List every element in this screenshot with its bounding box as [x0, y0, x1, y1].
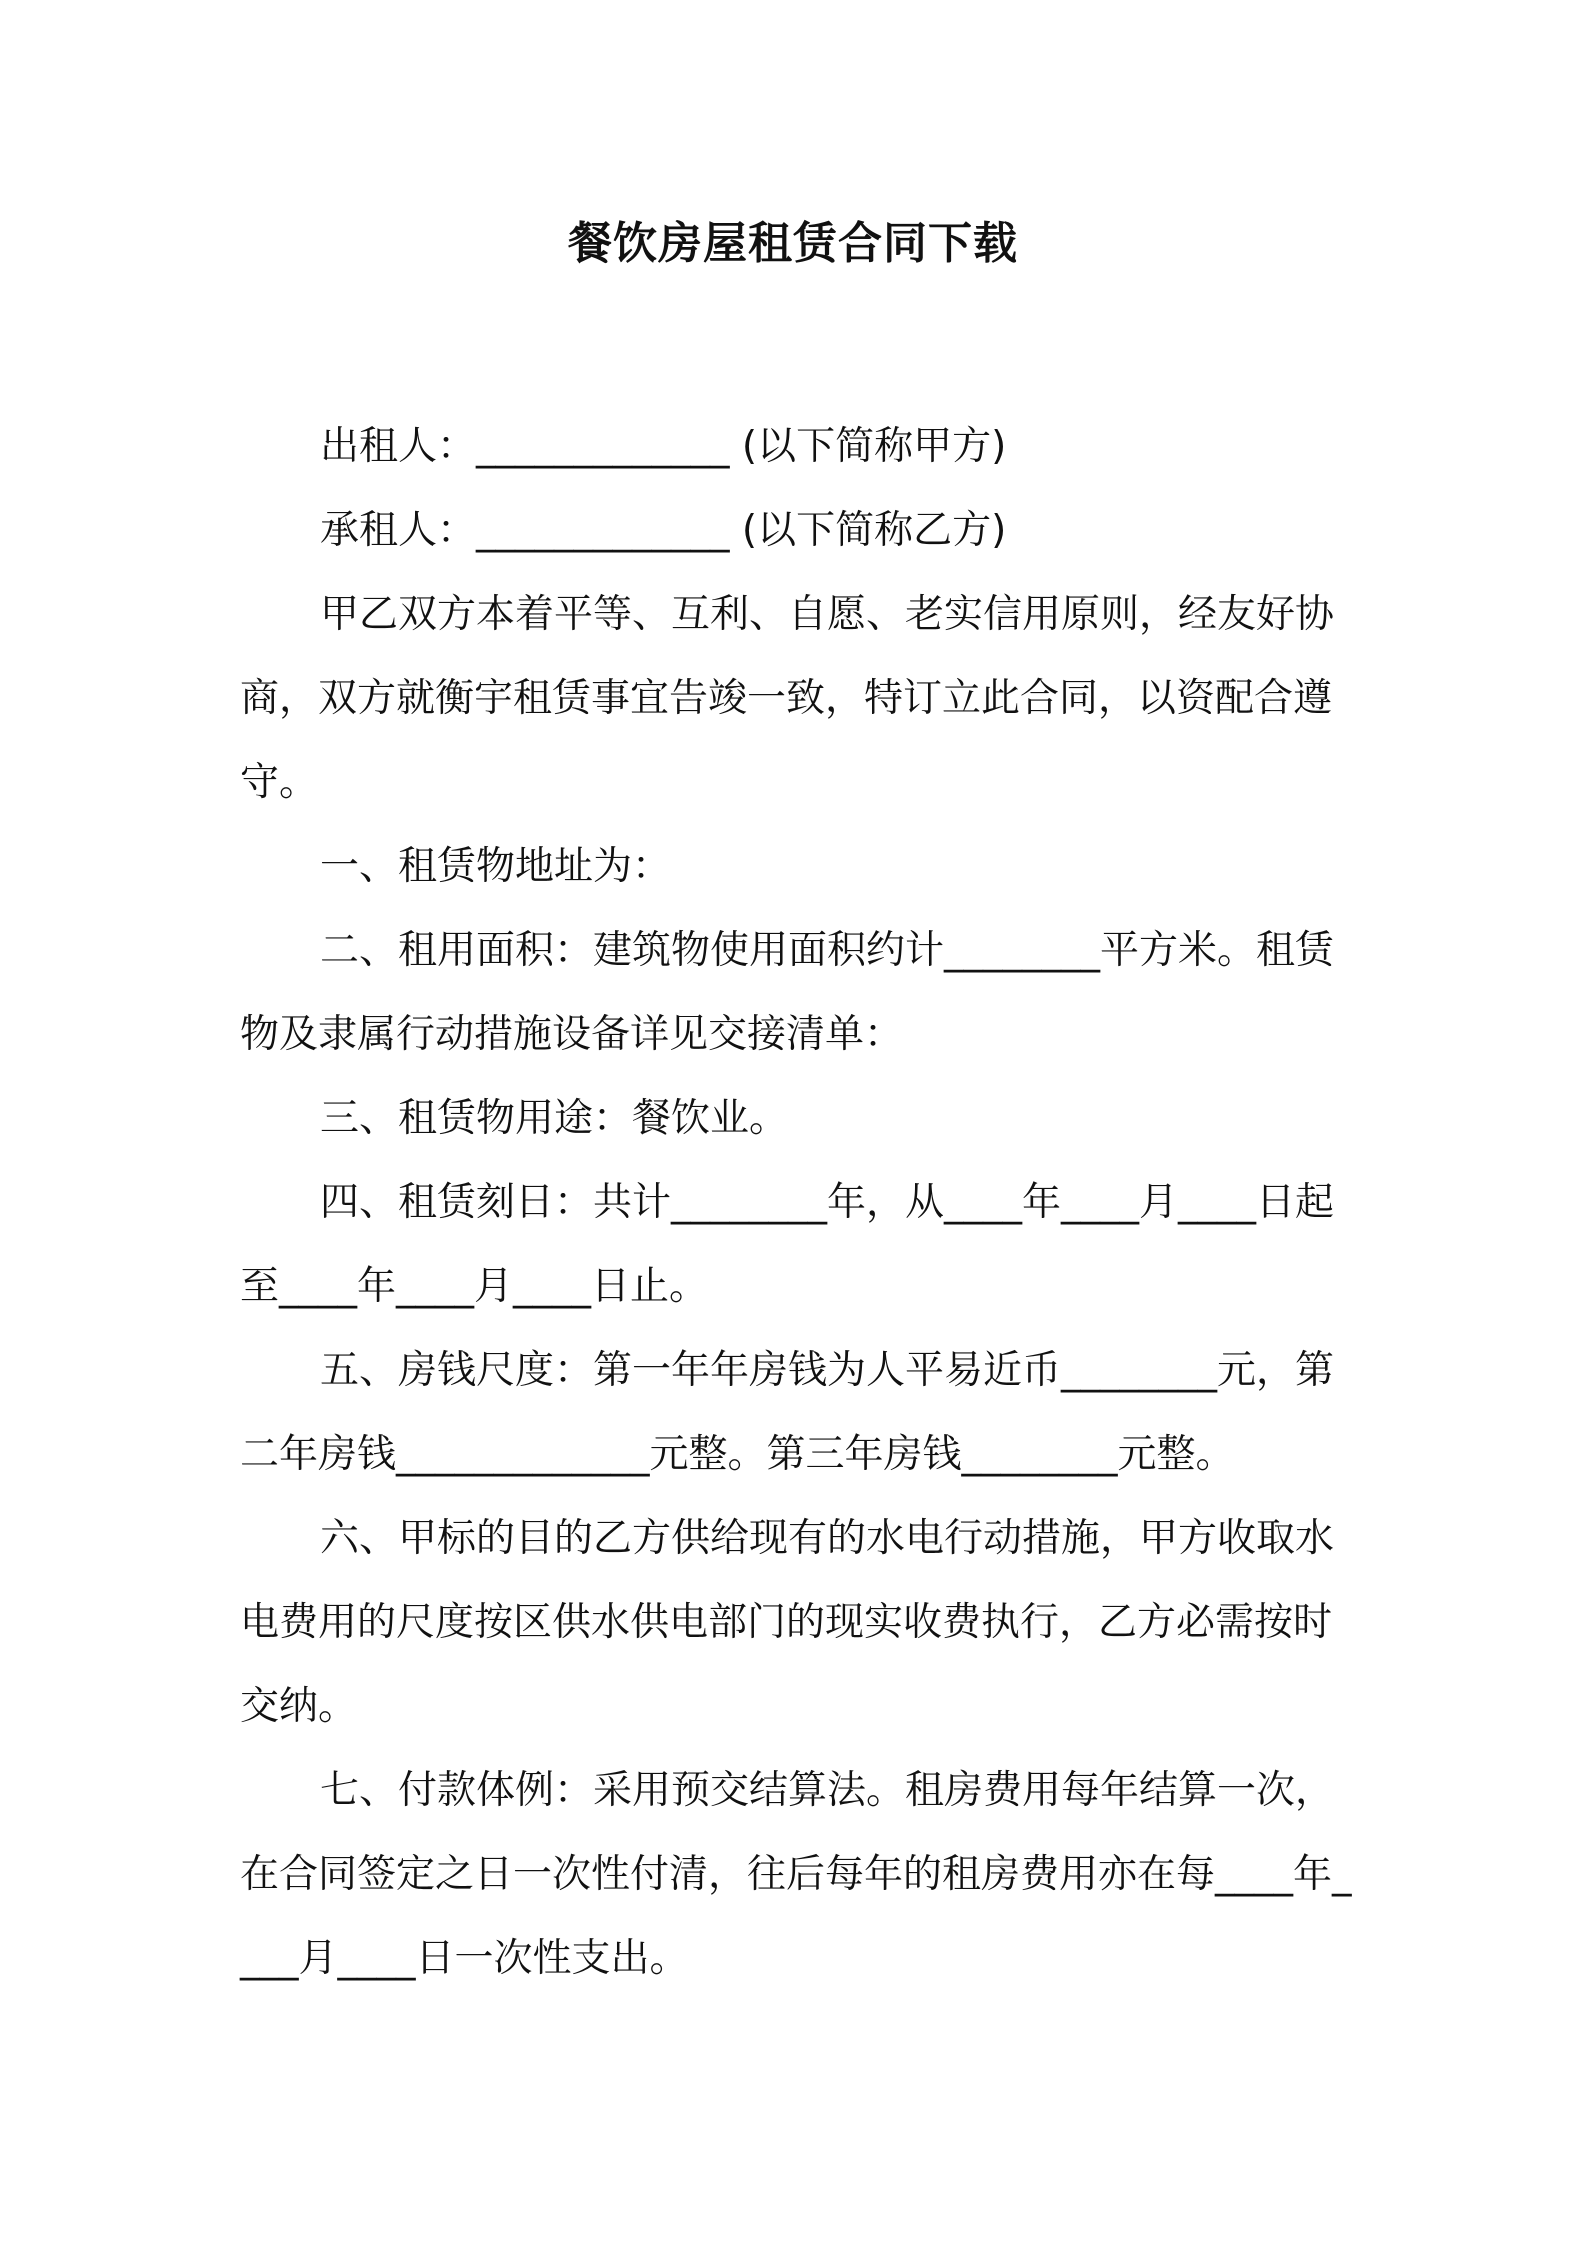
- preamble-paragraph: 甲乙双方本着平等、互利、自愿、老实信用原则，经友好协商，双方就衡宇租赁事宜告竣一致，特订立此合同，以资配合遵守。: [240, 592, 1335, 805]
- clause-4-term: 四、租赁刻日：共计________年，从____年____月____日起至____年____月____日止。: [240, 1180, 1335, 1309]
- clause-7-payment: 七、付款体例：采用预交结算法。租房费用每年结算一次，在合同签定之日一次性付清，往后每年的租房费用亦在每____年____月____日一次性支出。: [240, 1768, 1352, 1981]
- document-title: 餐饮房屋租赁合同下载: [568, 218, 1018, 269]
- clause-5-rent: 五、房钱尺度：第一年年房钱为人平易近币________元，第二年房钱_____________元整。第三年房钱________元整。: [240, 1348, 1335, 1477]
- clause-6-utilities: 六、甲标的目的乙方供给现有的水电行动措施，甲方收取水电费用的尺度按区供水供电部门的现实收费执行，乙方必需按时交纳。: [240, 1516, 1335, 1729]
- document-body: [240, 405, 1360, 2001]
- clause-2-area: 二、租用面积：建筑物使用面积约计________平方米。租赁物及隶属行动措施设备详见交接清单：: [240, 928, 1335, 1057]
- clause-1-address: 一、租赁物地址为：: [320, 844, 672, 889]
- clause-3-usage: 三、租赁物用途：餐饮业。: [320, 1096, 789, 1141]
- lessor-line: 出租人：_____________ (以下简称甲方): [320, 424, 1007, 469]
- lessee-line: 承租人：_____________ (以下简称乙方): [320, 508, 1007, 553]
